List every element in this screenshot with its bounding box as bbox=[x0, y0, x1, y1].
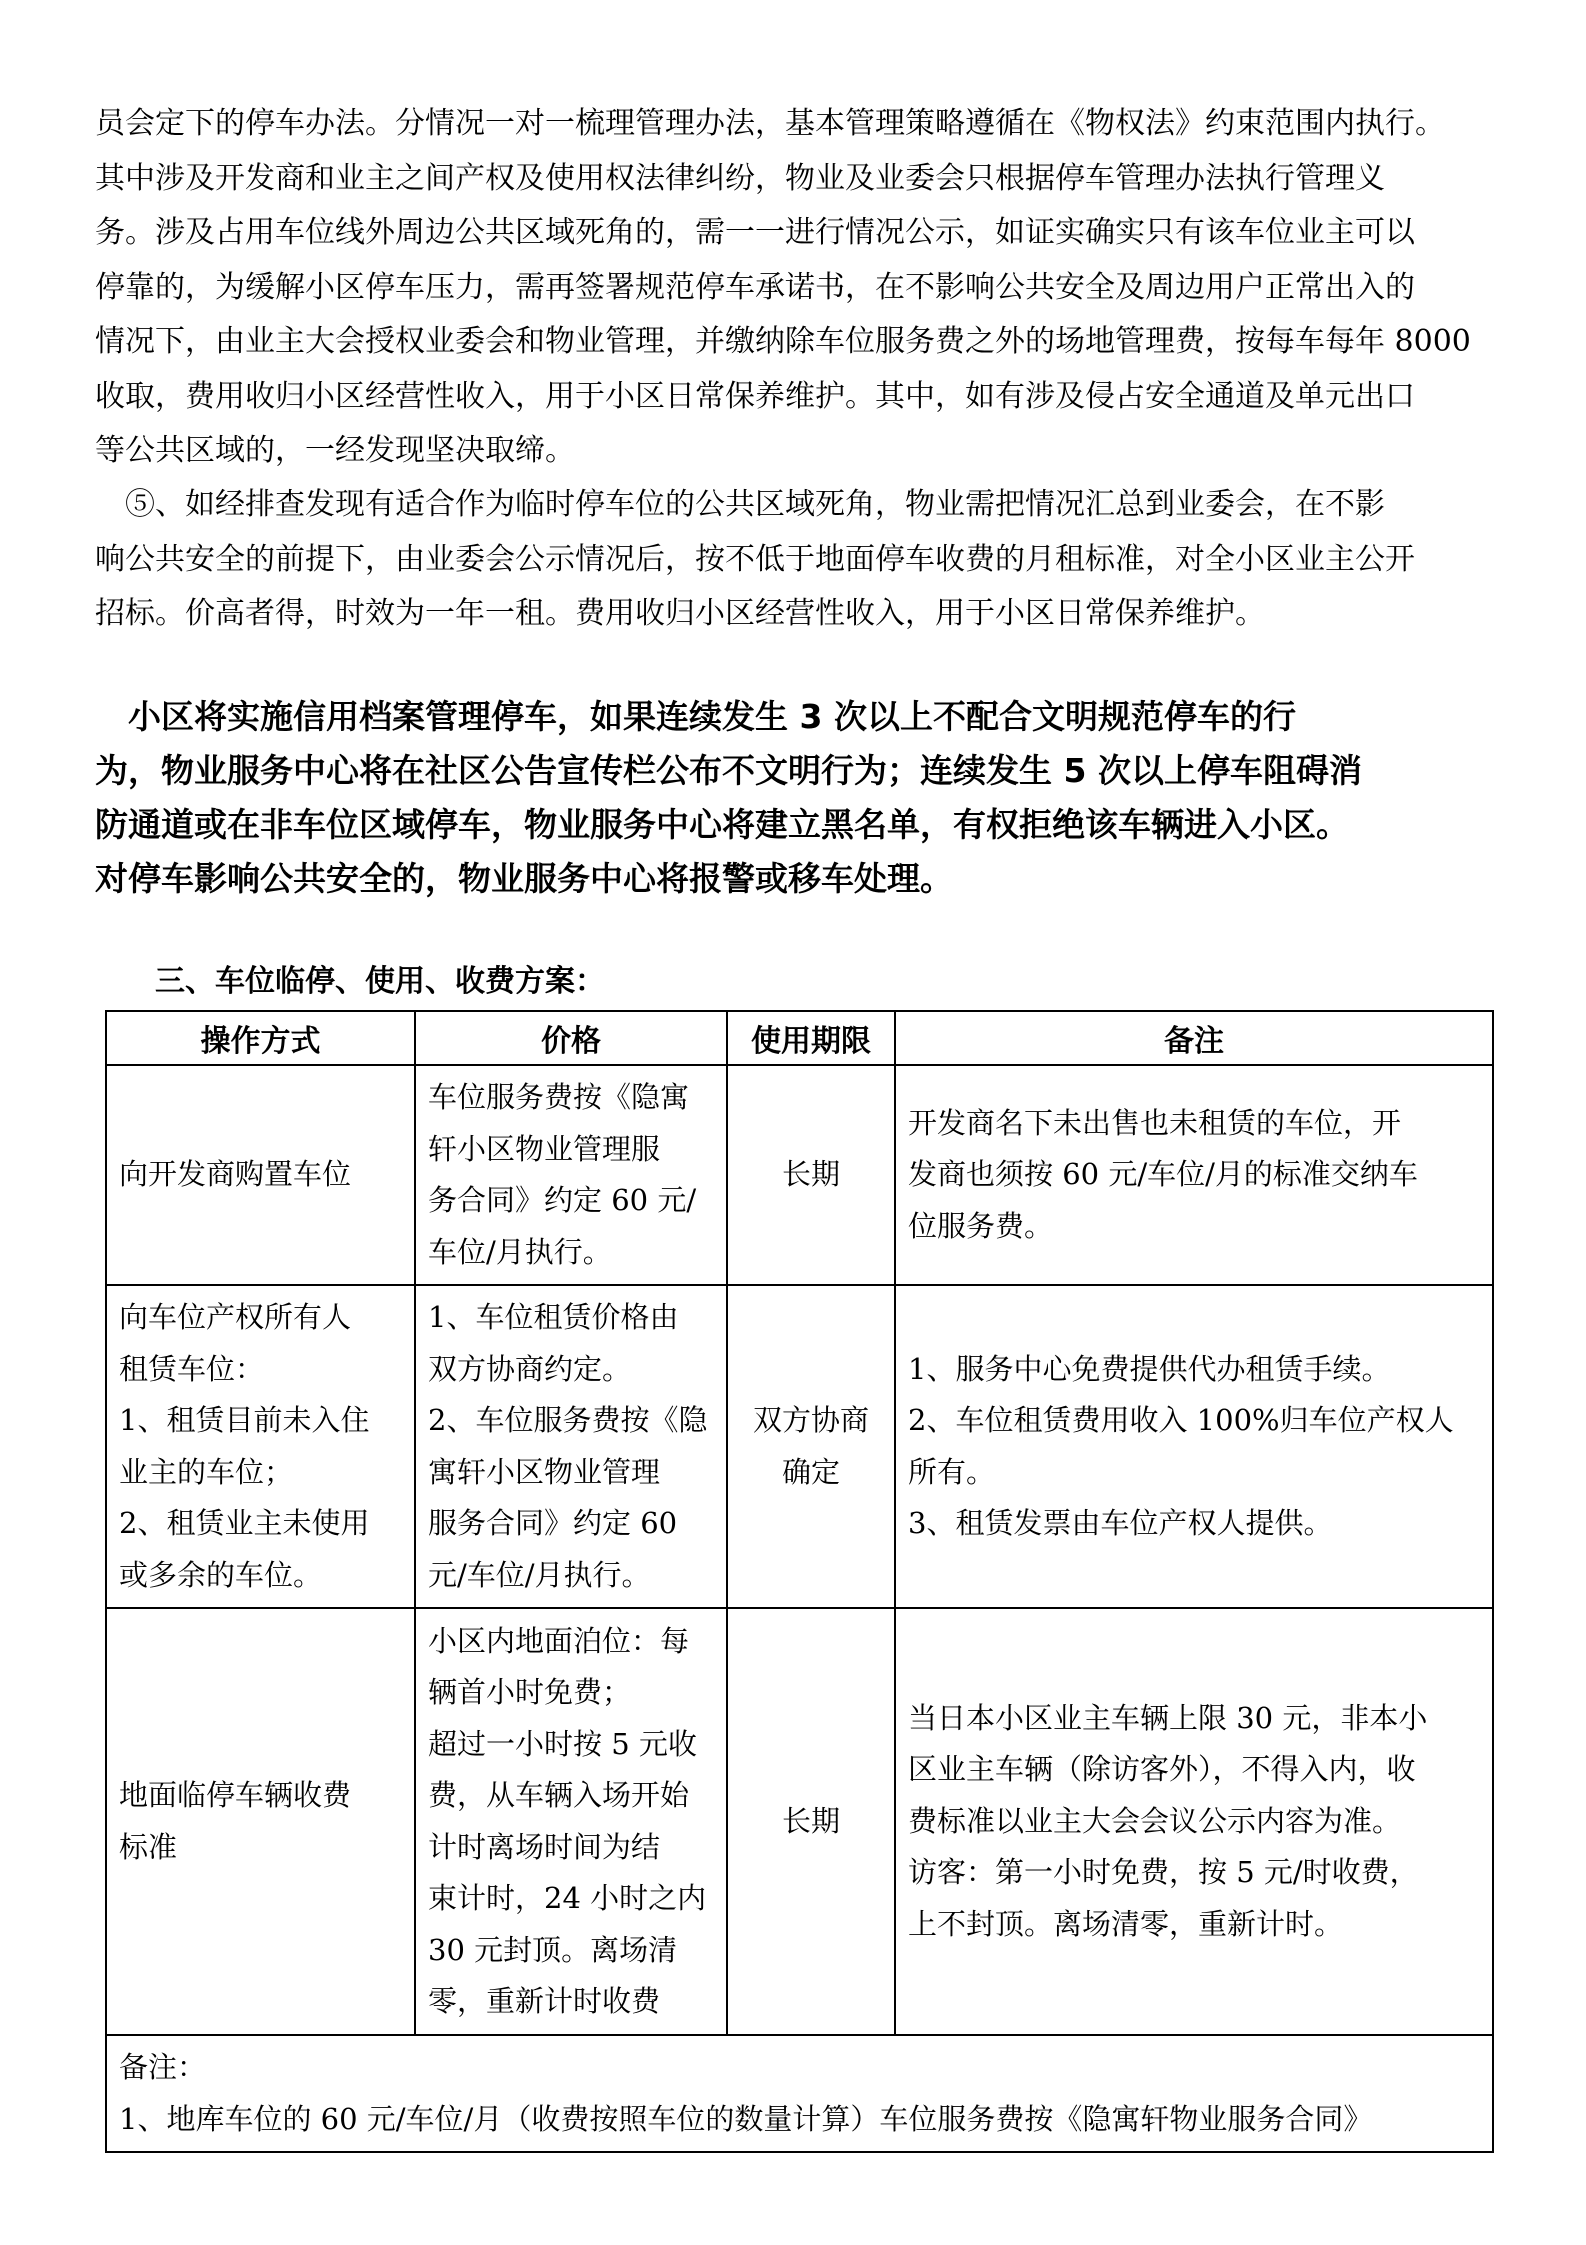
cell-line: 车位/月执行。 bbox=[428, 1234, 612, 1269]
cell-line: 车位服务费按《隐寓 bbox=[428, 1080, 690, 1114]
cell-line: 向开发商购置车位 bbox=[119, 1157, 352, 1192]
cell-line: 业主的车位； bbox=[119, 1454, 294, 1489]
text-line: 其中涉及开发商和业主之间产权及使用权法律纠纷，物业及业委会只根据停车管理办法执行管理义 bbox=[95, 160, 1385, 196]
cell-line: 2、车位租赁费用收入 100%归车位产权人 bbox=[908, 1403, 1454, 1437]
cell-line: 长期 bbox=[781, 1803, 840, 1838]
text-line: 停靠的，为缓解小区停车压力，需再签署规范停车承诺书，在不影响公共安全及周边用户正常出入的 bbox=[95, 269, 1415, 305]
text-line: 响公共安全的前提下，由业委会公示情况后，按不低于地面停车收费的月租标准，对全小区业主公开 bbox=[95, 541, 1415, 577]
item5-paragraph bbox=[95, 478, 1505, 642]
cell-line: 标准 bbox=[119, 1829, 178, 1864]
cell-line: 辆首小时免费； bbox=[428, 1675, 632, 1709]
cell-line: 或多余的车位。 bbox=[119, 1557, 323, 1592]
cell-line: 区业主车辆（除访客外），不得入内，收 bbox=[908, 1752, 1416, 1787]
cell-line: 轩小区物业管理服 bbox=[428, 1131, 661, 1166]
cell-line: 发商也须按 60 元/车位/月的标准交纳车 bbox=[908, 1157, 1418, 1192]
notes-line: 1、地库车位的 60 元/车位/月（收费按照车位的数量计算）车位服务费按《隐寓轩物业服务合同》 bbox=[119, 2101, 1373, 2136]
cell-line: 当日本小区业主车辆上限 30 元，非本小 bbox=[908, 1700, 1428, 1735]
price-cell bbox=[415, 1065, 727, 1285]
cell-line: 访客：第一小时免费，按 5 元/时收费， bbox=[908, 1855, 1419, 1890]
header-term: 使用期限 bbox=[727, 1011, 895, 1065]
remark-cell bbox=[895, 1608, 1493, 2035]
term-cell bbox=[727, 1285, 895, 1608]
text-line: 情况下，由业主大会授权业委会和物业管理，并缴纳除车位服务费之外的场地管理费，按每车每年 8000 bbox=[95, 324, 1471, 359]
cell-line: 寓轩小区物业管理 bbox=[428, 1454, 661, 1489]
cell-line: 1、服务中心免费提供代办租赁手续。 bbox=[908, 1351, 1391, 1386]
cell-line: 费标准以业主大会会议公示内容为准。 bbox=[908, 1803, 1402, 1838]
term-cell bbox=[727, 1065, 895, 1285]
cell-line: 双方协商 bbox=[752, 1403, 869, 1437]
cell-line: 费，从车辆入场开始 bbox=[428, 1778, 690, 1812]
header-method: 操作方式 bbox=[106, 1011, 415, 1065]
cell-line: 双方协商约定。 bbox=[428, 1351, 632, 1386]
method-cell bbox=[106, 1608, 415, 2035]
cell-line: 地面临停车辆收费 bbox=[119, 1778, 352, 1812]
cell-line: 1、租赁目前未入住 bbox=[119, 1403, 370, 1437]
text-line: 防通道或在非车位区域停车，物业服务中心将建立黑名单，有权拒绝该车辆进入小区。 bbox=[95, 805, 1349, 844]
table-row bbox=[106, 1285, 1493, 1608]
notes-row bbox=[106, 2035, 1493, 2152]
cell-line: 小区内地面泊位：每 bbox=[428, 1623, 690, 1658]
table-row bbox=[106, 1065, 1493, 1285]
price-cell bbox=[415, 1608, 727, 2035]
cell-line: 2、租赁业主未使用 bbox=[119, 1506, 370, 1540]
cell-line: 元/车位/月执行。 bbox=[428, 1557, 651, 1592]
cell-line: 30 元封顶。离场清 bbox=[428, 1932, 678, 1967]
text-line: 等公共区域的，一经发现坚决取缔。 bbox=[95, 433, 575, 468]
table-row bbox=[106, 1608, 1493, 2035]
header-remark: 备注 bbox=[895, 1011, 1493, 1065]
text-line: ⑤、如经排查发现有适合作为临时停车位的公共区域死角，物业需把情况汇总到业委会，在不影 bbox=[95, 487, 1385, 522]
notes-cell bbox=[106, 2035, 1493, 2152]
remark-cell bbox=[895, 1285, 1493, 1608]
cell-line: 确定 bbox=[781, 1454, 840, 1489]
term-cell bbox=[727, 1608, 895, 2035]
cell-line: 上不封顶。离场清零，重新计时。 bbox=[908, 1906, 1344, 1941]
parking-fee-table bbox=[105, 1010, 1494, 2153]
cell-line: 束计时，24 小时之内 bbox=[428, 1881, 707, 1915]
cell-line: 向车位产权所有人 bbox=[119, 1300, 352, 1334]
cell-line: 服务合同》约定 60 bbox=[428, 1506, 678, 1540]
cell-line: 所有。 bbox=[908, 1454, 996, 1489]
section-title: 三、车位临停、使用、收费方案： bbox=[155, 964, 605, 999]
cell-line: 租赁车位： bbox=[119, 1351, 265, 1386]
cell-line: 开发商名下未出售也未租赁的车位，开 bbox=[908, 1105, 1402, 1140]
cell-line: 务合同》约定 60 元/ bbox=[428, 1183, 697, 1217]
cell-line: 计时离场时间为结 bbox=[428, 1829, 661, 1864]
method-cell bbox=[106, 1285, 415, 1608]
header-price: 价格 bbox=[415, 1011, 727, 1065]
cell-line: 3、租赁发票由车位产权人提供。 bbox=[908, 1506, 1333, 1540]
cell-line: 2、车位服务费按《隐 bbox=[428, 1403, 708, 1437]
text-line: 招标。价高者得，时效为一年一租。费用收归小区经营性收入，用于小区日常保养维护。 bbox=[95, 596, 1265, 631]
price-cell bbox=[415, 1285, 727, 1608]
table-header-row bbox=[106, 1011, 1493, 1065]
intro-paragraph bbox=[95, 97, 1505, 479]
text-line: 为，物业服务中心将在社区公告宣传栏公布不文明行为；连续发生 5 次以上停车阻碍消 bbox=[95, 751, 1362, 790]
cell-line: 长期 bbox=[781, 1157, 840, 1192]
remark-cell bbox=[895, 1065, 1493, 1285]
text-line: 务。涉及占用车位线外周边公共区域死角的，需一一进行情况公示，如证实确实只有该车位业主可以 bbox=[95, 215, 1415, 250]
cell-line: 零，重新计时收费 bbox=[428, 1984, 661, 2018]
cell-line: 超过一小时按 5 元收 bbox=[428, 1726, 697, 1761]
method-cell bbox=[106, 1065, 415, 1285]
text-line: 员会定下的停车办法。分情况一对一梳理管理办法，基本管理策略遵循在《物权法》约束范围内执行。 bbox=[95, 106, 1445, 141]
credit-notice bbox=[95, 690, 1515, 906]
text-line: 小区将实施信用档案管理停车，如果连续发生 3 次以上不配合文明规范停车的行 bbox=[95, 697, 1296, 736]
text-line: 对停车影响公共安全的，物业服务中心将报警或移车处理。 bbox=[95, 859, 953, 898]
cell-line: 1、车位租赁价格由 bbox=[428, 1300, 679, 1334]
cell-line: 位服务费。 bbox=[908, 1208, 1054, 1243]
notes-line: 备注： bbox=[119, 2050, 207, 2084]
text-line: 收取，费用收归小区经营性收入，用于小区日常保养维护。其中，如有涉及侵占安全通道及单元出口 bbox=[95, 378, 1415, 414]
